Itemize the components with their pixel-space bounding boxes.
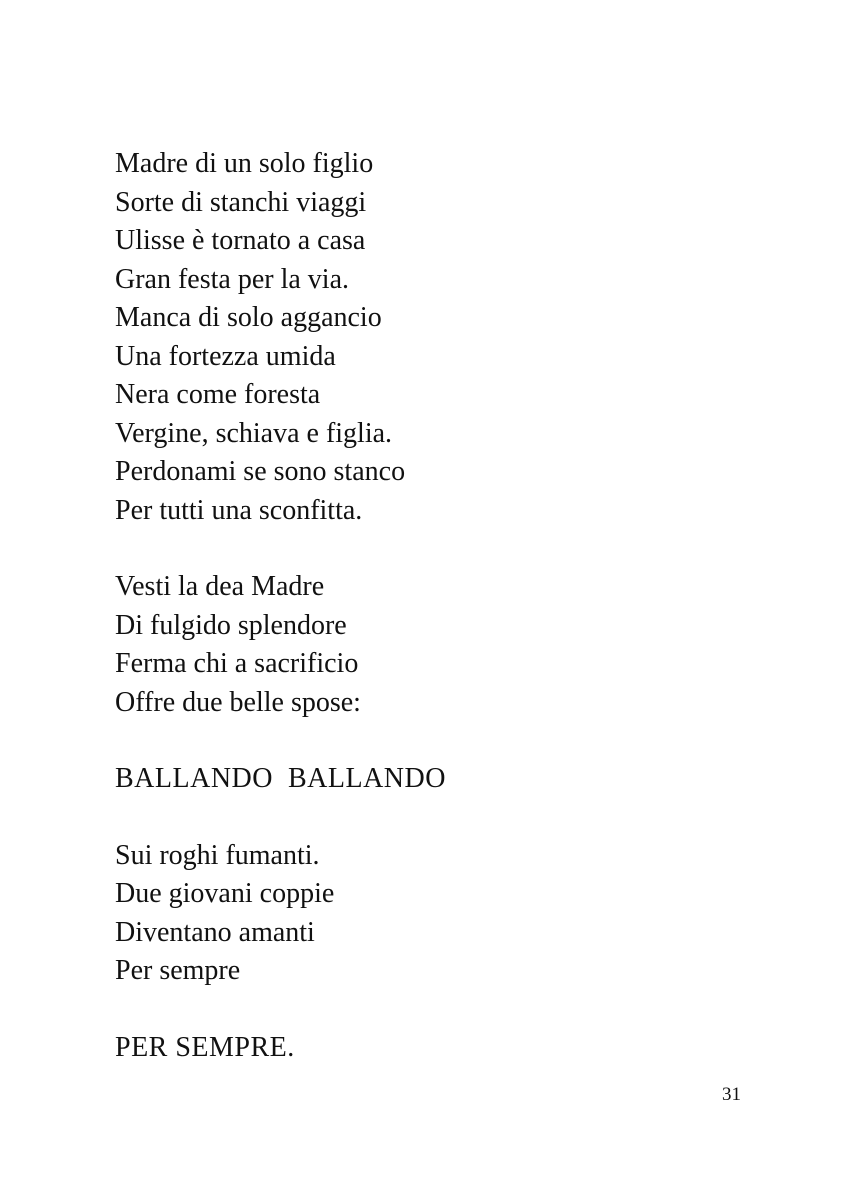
poem-line: Una fortezza umida xyxy=(115,340,336,372)
poem-line: Madre di un solo figlio xyxy=(115,148,374,179)
stanza-refrain-per-sempre xyxy=(115,1029,755,1068)
poem-line: Gran festa per la via. xyxy=(115,263,349,295)
poem-line: Ulisse è tornato a casa xyxy=(115,225,366,256)
stanza-3 xyxy=(115,837,755,991)
poem-line: Per tutti una sconfitta. xyxy=(115,494,363,526)
poem-line: Manca di solo aggancio xyxy=(115,302,382,333)
refrain-line: PER SEMPRE. xyxy=(115,1031,295,1063)
refrain-line: BALLANDO BALLANDO xyxy=(115,763,446,794)
stanza-1 xyxy=(115,145,755,530)
stanza-2 xyxy=(115,568,755,722)
page-number: 31 xyxy=(722,1084,741,1105)
poem-line: Vergine, schiava e figlia. xyxy=(115,417,393,449)
stanza-refrain-ballando xyxy=(115,760,755,799)
poem-line: Nera come foresta xyxy=(115,379,321,410)
poem-line: Sui roghi fumanti. xyxy=(115,839,320,871)
poem-line: Diventano amanti xyxy=(115,916,315,948)
poem-line: Perdonami se sono stanco xyxy=(115,456,406,487)
poem-line: Vesti la dea Madre xyxy=(115,571,325,602)
poem-line: Sorte di stanchi viaggi xyxy=(115,186,367,218)
poem-line: Offre due belle spose: xyxy=(115,686,361,718)
poem-body xyxy=(115,145,755,1105)
poem-line: Ferma chi a sacrificio xyxy=(115,648,359,679)
poem-line: Per sempre xyxy=(115,955,241,986)
poem-line: Di fulgido splendore xyxy=(115,609,347,641)
poem-line: Due giovani coppie xyxy=(115,878,335,909)
